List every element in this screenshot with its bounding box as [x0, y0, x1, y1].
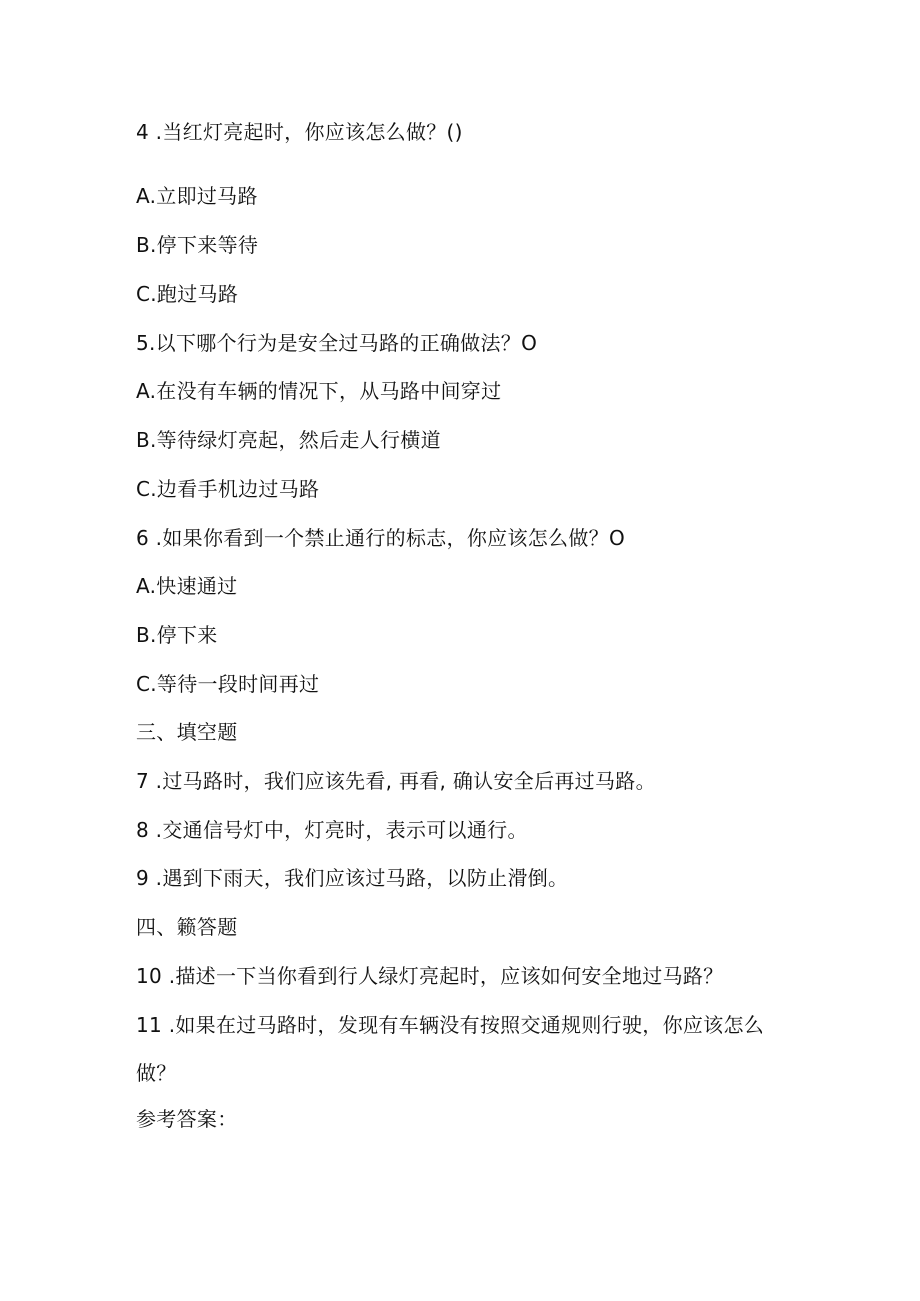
- question-10: 10 .描述一下当你看到行人绿灯亮起时，应该如何安全地过马路？: [136, 964, 724, 988]
- option-4b: B.停下来等待: [136, 233, 259, 257]
- question-7: 7 .过马路时，我们应该先看, 再看, 确认安全后再过马路。: [136, 769, 656, 793]
- option-4a: A.立即过马路: [136, 184, 258, 208]
- option-6b: B.停下来: [136, 623, 218, 647]
- question-8: 8 .交通信号灯中，灯亮时，表示可以通行。: [136, 818, 528, 842]
- question-5: 5.以下哪个行为是安全过马路的正确做法？O: [136, 331, 538, 355]
- question-4: 4 .当红灯亮起时，你应该怎么做？(): [136, 120, 463, 144]
- option-5c: C.边看手机边过马路: [136, 477, 320, 501]
- option-6c: C.等待一段时间再过: [136, 672, 320, 696]
- question-9: 9 .遇到下雨天，我们应该过马路，以防止滑倒。: [136, 866, 569, 890]
- question-6: 6 .如果你看到一个禁止通行的标志，你应该怎么做？O: [136, 526, 625, 550]
- section-heading-fill-blank: 三、填空题: [136, 720, 238, 744]
- option-5b: B.等待绿灯亮起，然后走人行横道: [136, 428, 441, 452]
- option-5a: A.在没有车辆的情况下，从马路中间穿过: [136, 379, 502, 403]
- question-11: 11 .如果在过马路时，发现有车辆没有按照交通规则行驶，你应该怎么做？: [136, 1013, 765, 1085]
- section-heading-short-answer: 四、籁答题: [136, 915, 238, 939]
- answer-key-heading: 参考答案：: [136, 1107, 238, 1131]
- option-4c: C.跑过马路: [136, 282, 239, 306]
- option-6a: A.快速通过: [136, 574, 238, 598]
